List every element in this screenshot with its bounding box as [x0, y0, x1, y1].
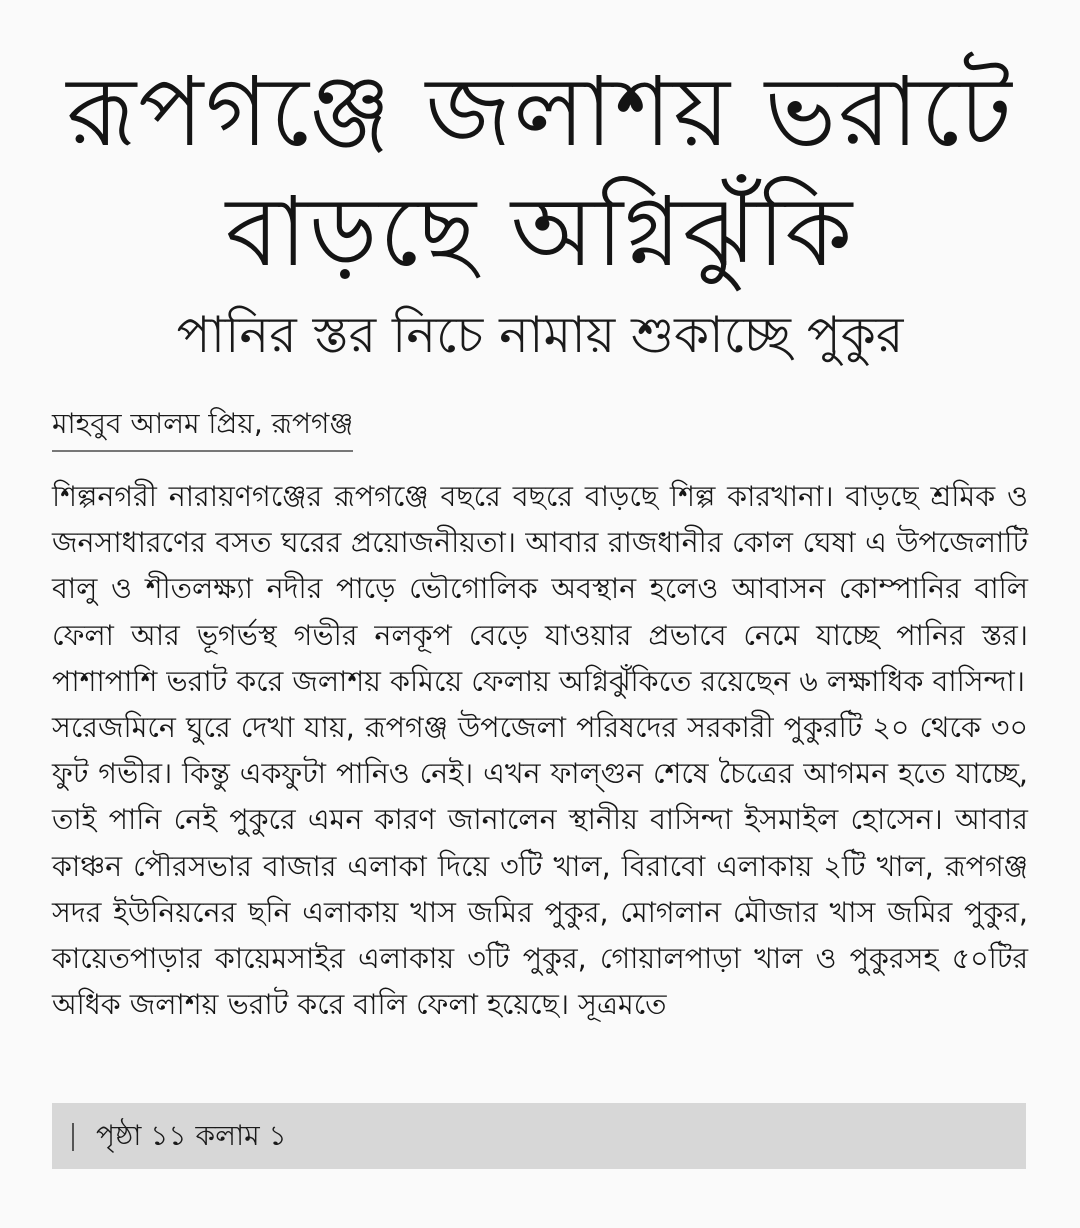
continuation-text: পৃষ্ঠা ১১ কলাম ১ [96, 1119, 287, 1152]
headline-line-2: বাড়ছে অগ্নিঝুঁকি [225, 176, 855, 288]
subheadline: পানির স্তর নিচে নামায় শুকাচ্ছে পুকুর [176, 306, 904, 364]
continuation-bar [52, 1103, 1026, 1169]
byline: মাহবুব আলম প্রিয়, রূপগঞ্জ [52, 402, 353, 452]
continuation-divider [72, 1123, 74, 1151]
article-paragraph-1: শিল্পনগরী নারায়ণগঞ্জের রূপগঞ্জে বছরে বছরে বাড়ছে শিল্প কারখানা। বাড়ছে শ্রমিক ও জনসাধারণের বসত ঘরের প্রয়োজনীয়তা। আবার রাজধানীর কোল ঘেষা এ উপজেলাটি বালু ও শীতলক্ষ্যা নদীর পাড়ে ভৌগোলিক অবস্থান হলেও আবাসন কোম্পানির বালি ফেলা আর ভূগর্ভস্থ গভীর নলকূপ বেড়ে যাওয়ার প্রভাবে নেমে যাচ্ছে পানির স্তর। পাশাপাশি ভরাট করে জলাশয় কমিয়ে ফেলায় অগ্নিঝুঁকিতে রয়েছেন ৬ লক্ষাধিক বাসিন্দা। [52, 480, 1028, 698]
headline-line-1: রূপগঞ্জে জলাশয় ভরাটে [66, 56, 1014, 168]
article-paragraph-2: সরেজমিনে ঘুরে দেখা যায়, রূপগঞ্জ উপজেলা পরিষদের সরকারী পুকুরটি ২০ থেকে ৩০ ফুট গভীর। কিন্তু একফুটা পানিও নেই। এখন ফাল্গুন শেষে চৈত্রের আগমন হতে যাচ্ছে, তাই পানি নেই পুকুরে এমন কারণ জানালেন স্থানীয় বাসিন্দা ইসমাইল হোসেন। আবার কাঞ্চন পৌরসভার বাজার এলাকা দিয়ে ৩টি খাল, বিরাবো এলাকায় ২টি খাল, রূপগঞ্জ সদর ইউনিয়নের ছনি এলাকায় খাস জমির পুকুর, মোগলান মৌজার খাস জমির পুকুর, কায়েতপাড়ার কায়েমসাইর এলাকায় ৩টি পুকুর, গোয়ালপাড়া খাল ও পুকুরসহ ৫০টির অধিক জলাশয় ভরাট করে বালি ফেলা হয়েছে। সূত্রমতে [52, 711, 1028, 1022]
article-body [52, 474, 1028, 1028]
